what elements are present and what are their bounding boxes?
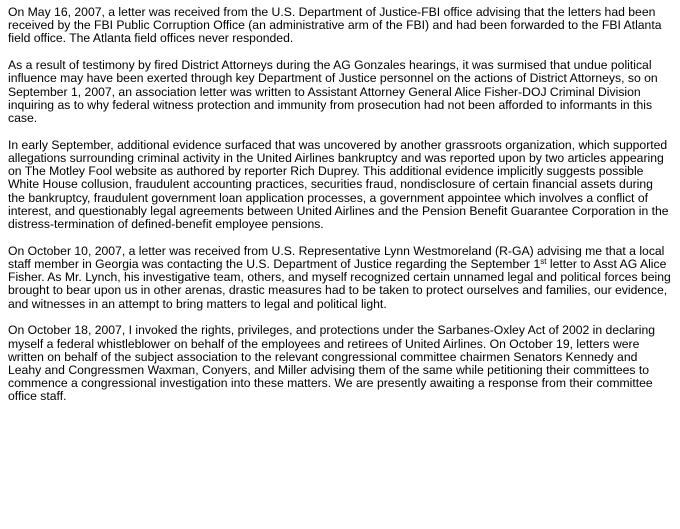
paragraph-text-before-superscript: On October 10, 2007, a letter was received from U.S. Representative Lynn Westmoreland (R-GA) advising me that a local staff member in Georgia was contacting the U.S. Department of Justice regarding the September 1 bbox=[8, 243, 665, 272]
paragraph-october-18-whistleblower: On October 18, 2007, I invoked the rights, privileges, and protections under the Sarbanes-Oxley Act of 2002 in declaring myself a federal whistleblower on behalf of the employees and retirees of United Airlines. On October 19, letters were written on behalf of the subject association to the relevant congressional committee chairmen Senators Kennedy and Leahy and Congressmen Waxman, Conyers, and Miller advising them of the same while petitioning their committees to commence a congressional investigation into these matters. We are presently awaiting a response from their committee office staff. bbox=[8, 323, 655, 404]
paragraph-october-10-westmoreland-letter bbox=[8, 245, 672, 311]
paragraph-text-after-superscript: letter to Asst AG Alice Fisher. As Mr. Lynch, his investigative team, others, and myself recognized certain unnamed legal and political forces being brought to bear upon us in other arenas, drastic measures had to be taken to protect ourselves and families, our evidence, and witnesses in an attempt to bring matters to legal and political light. bbox=[8, 257, 671, 311]
ordinal-superscript: st bbox=[540, 257, 547, 267]
paragraph-early-september-evidence: In early September, additional evidence surfaced that was uncovered by another grassroots organization, which supported allegations surrounding criminal activity in the United Airlines bankruptcy and was reported upon by two articles appearing on The Motley Fool website as authored by reporter Rich Duprey. This additional evidence implicitly suggests possible White House collusion, fraudulent accounting practices, securities fraud, nondisclosure of certain financial assets during the bankruptcy, fraudulent government loan application processes, a government appointee which involves a conflict of interest, and questionably legal agreements between United Airlines and the Pension Benefit Guarantee Corporation in the distress-termination of defined-benefit employee pensions. bbox=[8, 137, 669, 232]
paragraph-september-1-doj-letter: As a result of testimony by fired District Attorneys during the AG Gonzales hearings, it was surmised that undue political influence may have been exerted through key Department of Justice personnel on the actions of District Attorneys, so on September 1, 2007, an association letter was written to Assistant Attorney General Alice Fisher-DOJ Criminal Division inquiring as to why federal witness protection and immunity from prosecution had not been afforded to informants in this case. bbox=[8, 58, 658, 126]
paragraph-may-16-fbi-letter: On May 16, 2007, a letter was received from the U.S. Department of Justice-FBI office advising that the letters had been received by the FBI Public Corruption Office (an administrative arm of the FBI) and had been forwarded to the FBI Atlanta field office. The Atlanta field offices never responded. bbox=[8, 5, 662, 46]
